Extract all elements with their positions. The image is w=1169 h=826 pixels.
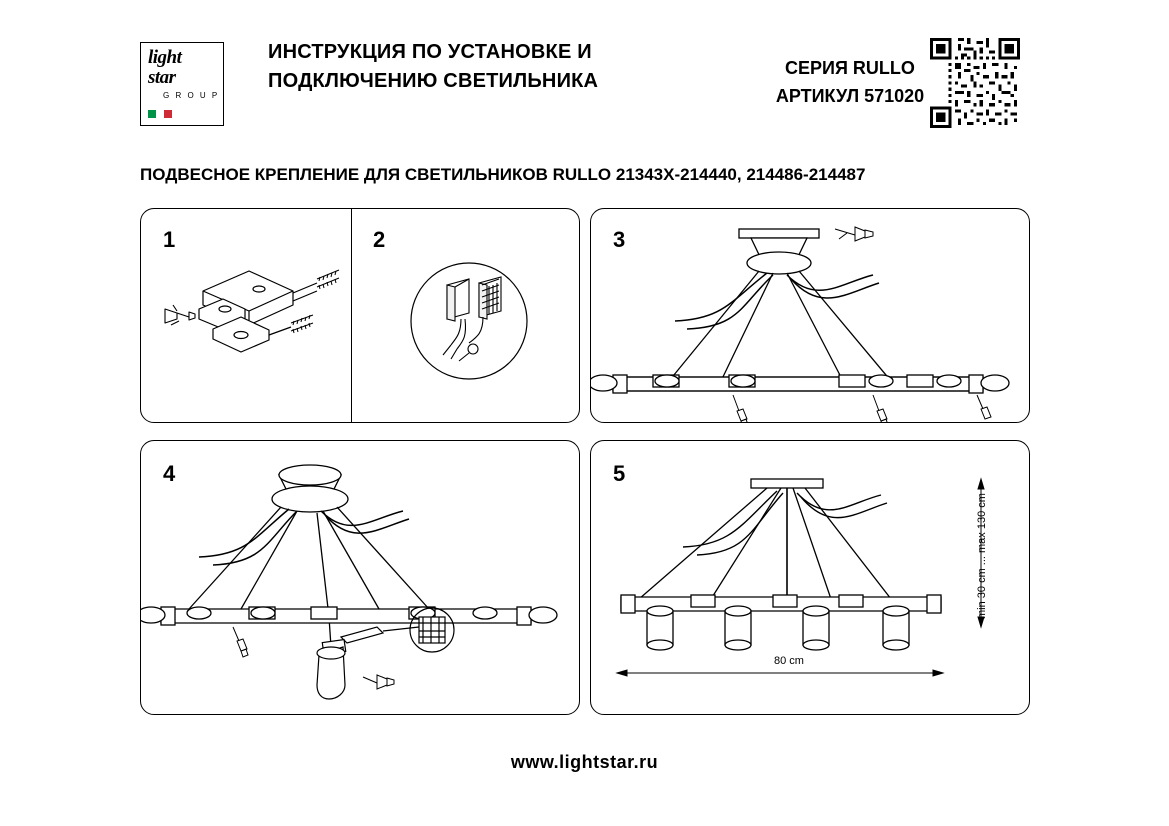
product-article: АРТИКУЛ 571020 [775,86,925,106]
brand-logo [140,42,224,126]
step-number-4: 4 [163,461,176,486]
page-title-line2: ПОДКЛЮЧЕНИЮ СВЕТИЛЬНИКА [268,70,599,92]
step-3-illustration [591,209,1031,422]
product-info [740,54,960,110]
step-4-illustration [141,441,581,716]
italian-flag-icon [148,110,172,118]
page-header [140,38,1030,126]
step-panel-5 [590,440,1030,715]
logo-text-group: G R O U P [163,91,220,100]
section-subtitle: ПОДВЕСНОЕ КРЕПЛЕНИЕ ДЛЯ СВЕТИЛЬНИКОВ RULLO 21343X-214440, 214486-214487 [140,165,866,184]
step-number-2: 2 [373,227,386,252]
step-2-illustration [351,209,581,422]
page-title-line1: ИНСТРУКЦИЯ ПО УСТАНОВКЕ И [268,41,592,63]
step-panel-1-2 [140,208,580,423]
qr-code-icon [930,38,1020,128]
footer-website[interactable]: www.lightstar.ru [510,752,659,772]
logo-text-star: star [148,67,176,88]
step-panel-3 [590,208,1030,423]
height-dimension-label: min 30 cm ... max 130 cm [976,493,988,619]
step-5-illustration [591,441,1031,716]
step-1-illustration [141,209,351,422]
step-number-5: 5 [613,461,626,486]
product-series: СЕРИЯ RULLO [785,58,915,78]
page-title [268,38,708,96]
step-number-1: 1 [163,227,176,252]
step-number-3: 3 [613,227,626,252]
logo-text-light: light [148,47,182,68]
step-panel-4 [140,440,580,715]
width-dimension-label: 80 cm [774,655,804,667]
